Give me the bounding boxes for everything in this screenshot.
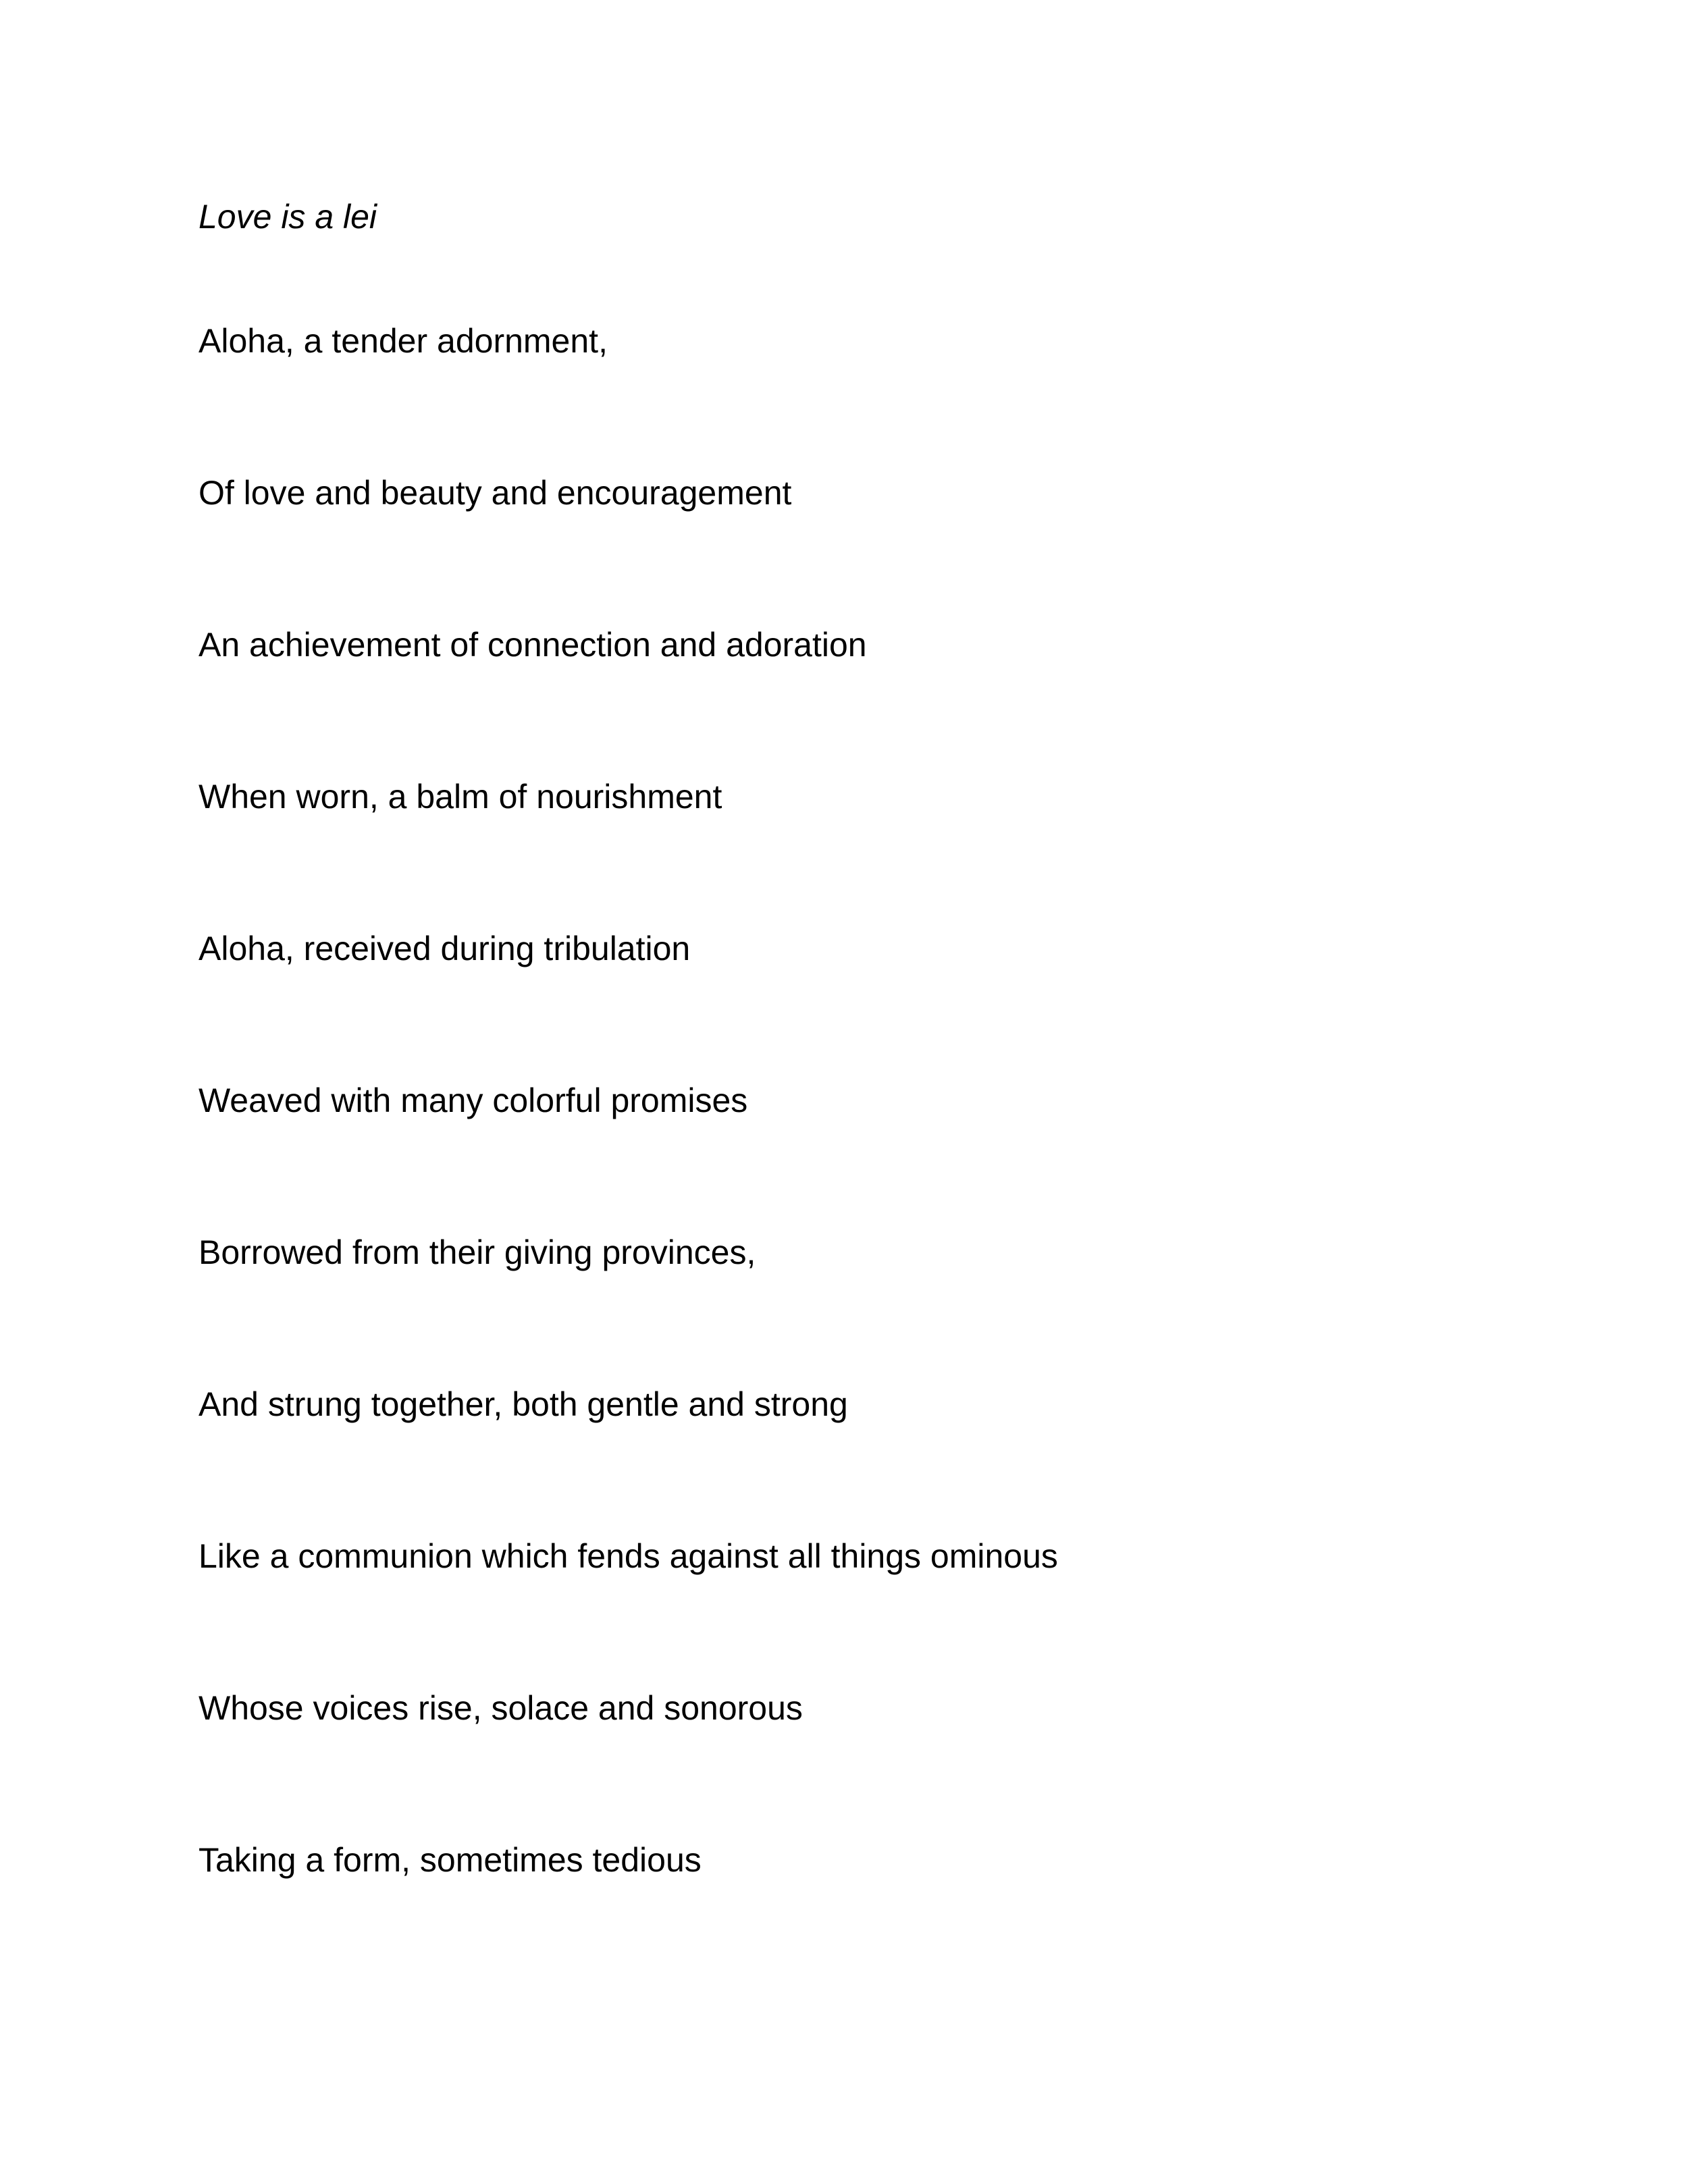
- poem-line: An achievement of connection and adoration: [199, 626, 867, 664]
- poem-line: Aloha, a tender adornment,: [199, 322, 608, 360]
- poem-line: Of love and beauty and encouragement: [199, 474, 792, 512]
- poem-line: Taking a form, sometimes tedious: [199, 1841, 702, 1879]
- poem-line: And strung together, both gentle and strong: [199, 1385, 848, 1423]
- poem-title: Love is a lei: [199, 198, 377, 236]
- poem-line: Borrowed from their giving provinces,: [199, 1233, 756, 1271]
- poem-line: Like a communion which fends against all things ominous: [199, 1537, 1058, 1575]
- poem-line: Weaved with many colorful promises: [199, 1082, 748, 1119]
- poem-line: When worn, a balm of nourishment: [199, 778, 722, 816]
- poem-line: Whose voices rise, solace and sonorous: [199, 1689, 803, 1727]
- poem-line: Aloha, received during tribulation: [199, 930, 691, 967]
